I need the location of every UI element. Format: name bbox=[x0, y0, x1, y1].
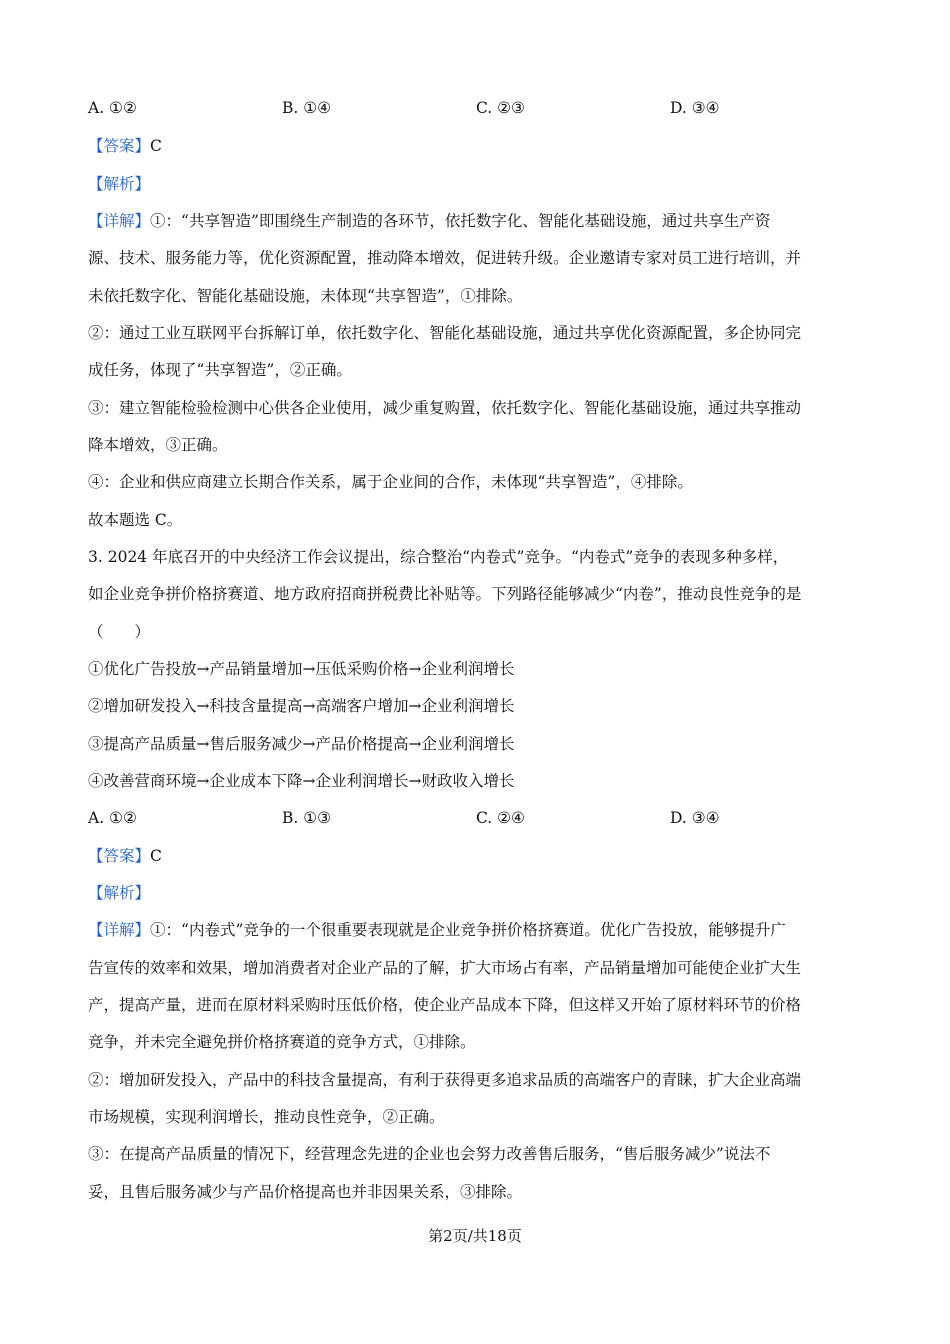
q3-item: ②增加研发投入→科技含量提高→高端客户增加→企业利润增长 bbox=[88, 697, 515, 715]
q3-detail-line bbox=[88, 920, 868, 940]
paragraph-line: 市场规模，实现利润增长，推动良性竞争，②正确。 bbox=[88, 1108, 445, 1126]
q2-option-c: C. ②③ bbox=[476, 99, 525, 117]
q3-item: ①优化广告投放→产品销量增加→压低采购价格→企业利润增长 bbox=[88, 660, 515, 678]
paragraph-line: 降本增效，③正确。 bbox=[88, 436, 228, 454]
answer-tag: 【答案】 bbox=[88, 847, 151, 865]
paragraph-line: 成任务，体现了“共享智造”，②正确。 bbox=[88, 361, 352, 379]
paragraph-line: ③：在提高产品质量的情况下，经营理念先进的企业也会努力改善售后服务，“售后服务减少”说法不 bbox=[88, 1145, 771, 1163]
q2-option-a: A. ①② bbox=[88, 99, 137, 117]
paragraph-line: ②：增加研发投入，产品中的科技含量提高，有利于获得更多追求品质的高端客户的青睐，扩大企业高端 bbox=[88, 1071, 802, 1089]
q3-analysis-tag: 【解析】 bbox=[88, 884, 151, 902]
detail-text: ①：“内卷式”竞争的一个很重要表现就是企业竞争拼价格挤赛道。优化广告投放，能够提升广 bbox=[150, 921, 786, 939]
q3-item: ④改善营商环境→企业成本下降→企业利润增长→财政收入增长 bbox=[88, 772, 515, 790]
q3-options bbox=[88, 808, 868, 828]
paragraph-line: 产，提高产量，进而在原材料采购时压低价格，使企业产品成本下降，但这样又开始了原材料环节的价格 bbox=[88, 996, 802, 1014]
q3-option-b: B. ①③ bbox=[282, 809, 332, 827]
q2-analysis-tag: 【解析】 bbox=[88, 175, 151, 193]
conclusion-line: 故本题选 C。 bbox=[88, 511, 183, 529]
detail-tag: 【详解】 bbox=[88, 212, 151, 230]
q2-option-d: D. ③④ bbox=[670, 99, 720, 117]
q3-option-a: A. ①② bbox=[88, 809, 137, 827]
paragraph-line: 告宣传的效率和效果，增加消费者对企业产品的了解，扩大市场占有率，产品销量增加可能使企业扩大生 bbox=[88, 959, 802, 977]
q2-answer bbox=[88, 136, 868, 156]
q3-item: ③提高产品质量→售后服务减少→产品价格提高→企业利润增长 bbox=[88, 735, 515, 753]
page-footer: 第2页/共18页 bbox=[428, 1227, 522, 1245]
q3-option-d: D. ③④ bbox=[670, 809, 720, 827]
q2-option-b: B. ①④ bbox=[282, 99, 332, 117]
q3-stem-line: 3. 2024 年底召开的中央经济工作会议提出，综合整治“内卷式”竞争。“内卷式”竞争的表现多种多样， bbox=[88, 548, 789, 566]
paragraph-line: ④：企业和供应商建立长期合作关系，属于企业间的合作，未体现“共享智造”，④排除。 bbox=[88, 473, 693, 491]
q3-stem-line: 如企业竞争拼价格挤赛道、地方政府招商拼税费比补贴等。下列路径能够减少“内卷”，推动良性竞争的是 bbox=[88, 585, 802, 603]
q3-stem-blank: （ ） bbox=[88, 623, 151, 641]
q2-detail-line bbox=[88, 211, 868, 231]
q3-answer bbox=[88, 846, 868, 866]
paragraph-line: 未依托数字化、智能化基础设施，未体现“共享智造”，①排除。 bbox=[88, 287, 523, 305]
q3-option-c: C. ②④ bbox=[476, 809, 525, 827]
paragraph-line: 源、技术、服务能力等，优化资源配置，推动降本增效，促进转升级。企业邀请专家对员工进行培训，并 bbox=[88, 249, 802, 267]
answer-value: C bbox=[150, 847, 162, 865]
paragraph-line: 竞争，并未完全避免拼价格挤赛道的竞争方式，①排除。 bbox=[88, 1033, 476, 1051]
detail-tag: 【详解】 bbox=[88, 921, 151, 939]
paragraph-line: 妥，且售后服务减少与产品价格提高也并非因果关系，③排除。 bbox=[88, 1183, 523, 1201]
answer-tag: 【答案】 bbox=[88, 137, 151, 155]
answer-value: C bbox=[150, 137, 162, 155]
paragraph-line: ③：建立智能检验检测中心供各企业使用，减少重复购置，依托数字化、智能化基础设施，通过共享推动 bbox=[88, 399, 802, 417]
paragraph-line: ②：通过工业互联网平台拆解订单，依托数字化、智能化基础设施，通过共享优化资源配置，多企协同完 bbox=[88, 324, 802, 342]
detail-text: ①：“共享智造”即围绕生产制造的各环节，依托数字化、智能化基础设施，通过共享生产资 bbox=[150, 212, 771, 230]
q2-options bbox=[88, 98, 868, 118]
